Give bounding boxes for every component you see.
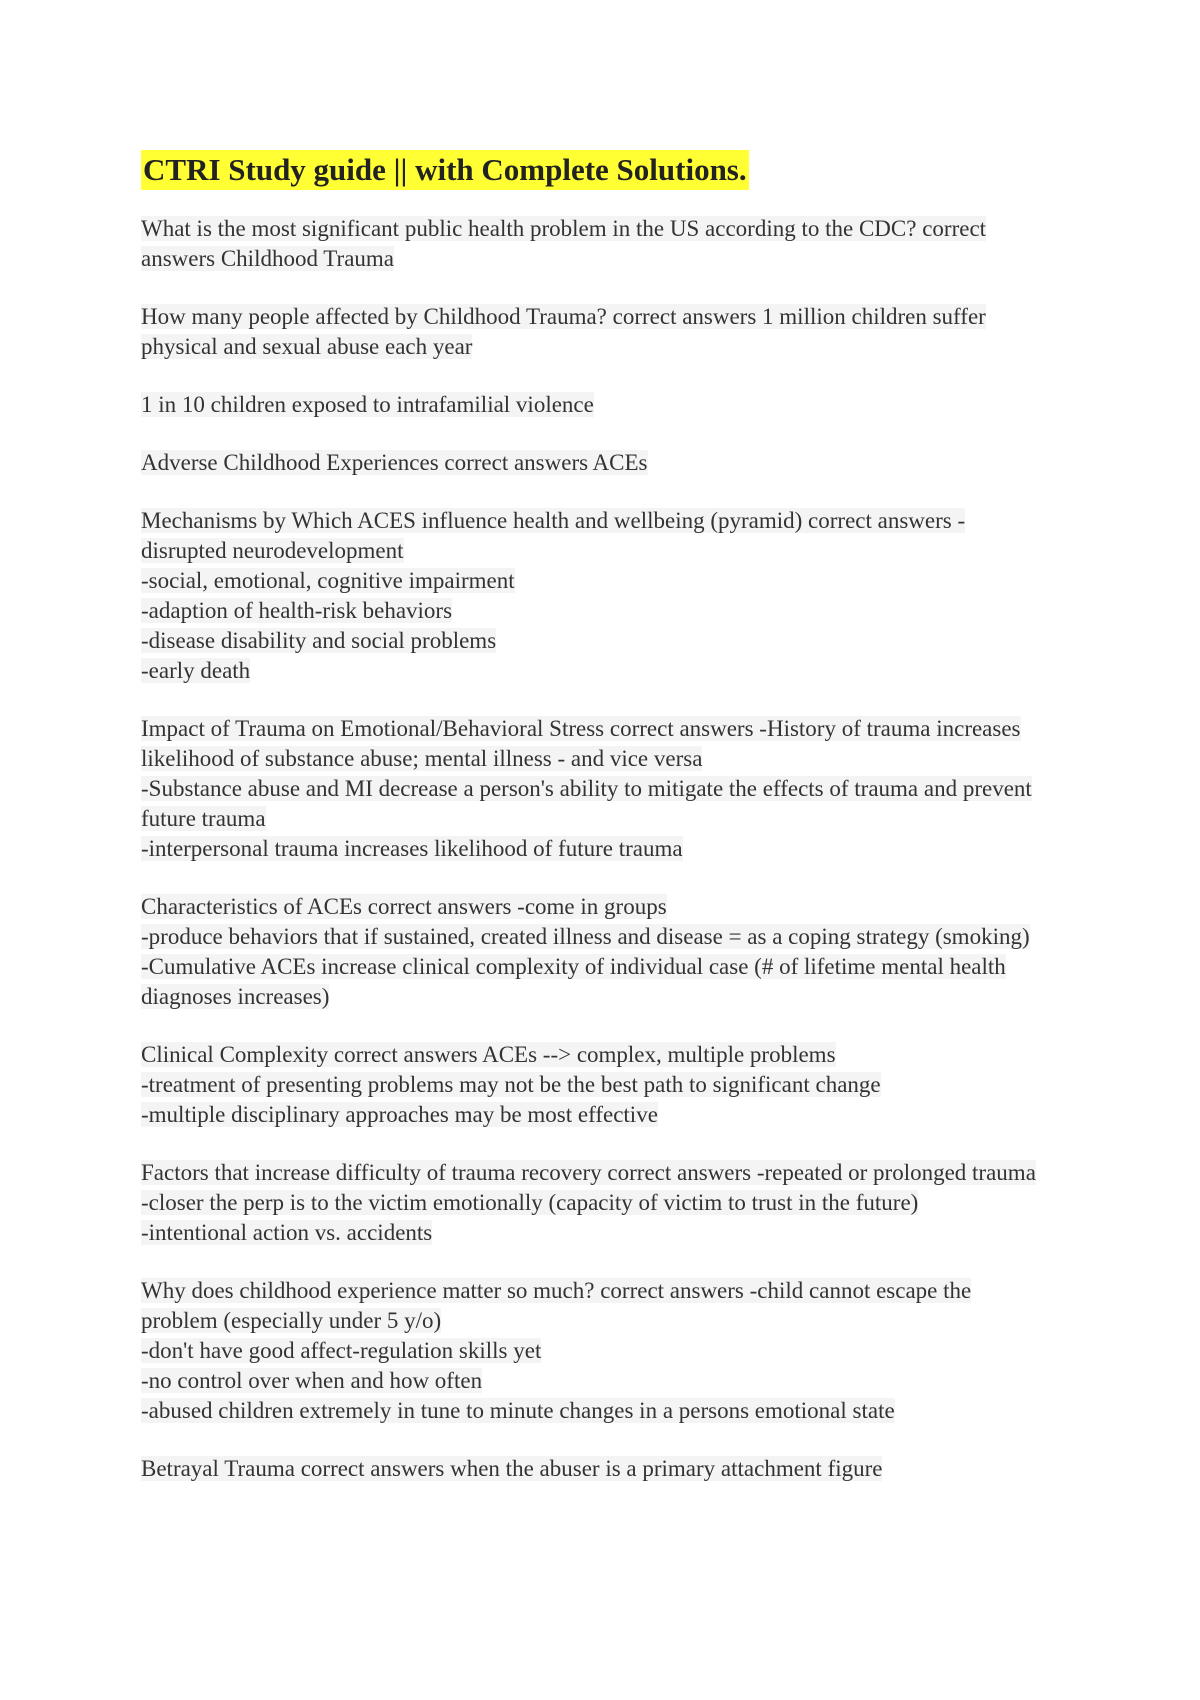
text-line-content: Factors that increase difficulty of trauma recovery correct answers -repeated or prolonged trauma bbox=[141, 1160, 1036, 1185]
text-line-content: How many people affected by Childhood Trauma? correct answers 1 million children suffer bbox=[141, 304, 986, 329]
qa-block bbox=[141, 506, 1071, 686]
text-line-content: Characteristics of ACEs correct answers -come in groups bbox=[141, 894, 667, 919]
text-line bbox=[141, 922, 1071, 952]
text-line bbox=[141, 744, 1071, 774]
text-line bbox=[141, 536, 1071, 566]
text-line bbox=[141, 244, 1071, 274]
text-line-content: diagnoses increases) bbox=[141, 984, 330, 1009]
text-line bbox=[141, 390, 1071, 420]
text-line bbox=[141, 1276, 1071, 1306]
text-line bbox=[141, 1336, 1071, 1366]
text-line-content: -intentional action vs. accidents bbox=[141, 1220, 433, 1245]
text-line bbox=[141, 566, 1071, 596]
qa-block bbox=[141, 390, 1071, 420]
text-line-content: 1 in 10 children exposed to intrafamilial violence bbox=[141, 392, 594, 417]
text-line-content: -don't have good affect-regulation skills yet bbox=[141, 1338, 542, 1363]
text-line bbox=[141, 1158, 1071, 1188]
text-line bbox=[141, 214, 1071, 244]
text-line-content: Mechanisms by Which ACES influence health and wellbeing (pyramid) correct answers - bbox=[141, 508, 966, 533]
text-line-content: -no control over when and how often bbox=[141, 1368, 483, 1393]
text-line-content: -social, emotional, cognitive impairment bbox=[141, 568, 515, 593]
text-line bbox=[141, 804, 1071, 834]
text-line-content: -multiple disciplinary approaches may be most effective bbox=[141, 1102, 658, 1127]
text-line bbox=[141, 1188, 1071, 1218]
document-page bbox=[141, 150, 1071, 1512]
text-line bbox=[141, 834, 1071, 864]
text-line-content: Clinical Complexity correct answers ACEs --> complex, multiple problems bbox=[141, 1042, 836, 1067]
qa-block bbox=[141, 448, 1071, 478]
qa-list bbox=[141, 214, 1071, 1484]
text-line bbox=[141, 1396, 1071, 1426]
text-line bbox=[141, 448, 1071, 478]
text-line bbox=[141, 506, 1071, 536]
text-line bbox=[141, 982, 1071, 1012]
text-line bbox=[141, 1218, 1071, 1248]
text-line-content: disrupted neurodevelopment bbox=[141, 538, 404, 563]
text-line-content: -Substance abuse and MI decrease a person's ability to mitigate the effects of trauma and prevent bbox=[141, 776, 1032, 801]
text-line bbox=[141, 596, 1071, 626]
text-line-content: -Cumulative ACEs increase clinical complexity of individual case (# of lifetime mental health bbox=[141, 954, 1006, 979]
text-line bbox=[141, 1070, 1071, 1100]
text-line-content: problem (especially under 5 y/o) bbox=[141, 1308, 442, 1333]
text-line-content: What is the most significant public health problem in the US according to the CDC? correct bbox=[141, 216, 987, 241]
qa-block bbox=[141, 1276, 1071, 1426]
qa-block bbox=[141, 1454, 1071, 1484]
qa-block bbox=[141, 1158, 1071, 1248]
qa-block bbox=[141, 214, 1071, 274]
qa-block bbox=[141, 1040, 1071, 1130]
text-line-content: -treatment of presenting problems may not be the best path to significant change bbox=[141, 1072, 881, 1097]
text-line-content: -interpersonal trauma increases likelihood of future trauma bbox=[141, 836, 683, 861]
text-line bbox=[141, 656, 1071, 686]
text-line bbox=[141, 952, 1071, 982]
text-line-content: future trauma bbox=[141, 806, 266, 831]
text-line bbox=[141, 1306, 1071, 1336]
text-line bbox=[141, 332, 1071, 362]
qa-block bbox=[141, 892, 1071, 1012]
text-line bbox=[141, 302, 1071, 332]
text-line-content: -closer the perp is to the victim emotionally (capacity of victim to trust in the future) bbox=[141, 1190, 919, 1215]
text-line-content: likelihood of substance abuse; mental illness - and vice versa bbox=[141, 746, 703, 771]
text-line-content: -produce behaviors that if sustained, created illness and disease = as a coping strategy (smoking) bbox=[141, 924, 1030, 949]
text-line-content: Adverse Childhood Experiences correct answers ACEs bbox=[141, 450, 648, 475]
text-line-content: -early death bbox=[141, 658, 251, 683]
text-line-content: -disease disability and social problems bbox=[141, 628, 497, 653]
text-line-content: Why does childhood experience matter so much? correct answers -child cannot escape the bbox=[141, 1278, 972, 1303]
qa-block bbox=[141, 714, 1071, 864]
document-title: CTRI Study guide || with Complete Solutions. bbox=[141, 150, 749, 190]
text-line bbox=[141, 892, 1071, 922]
text-line bbox=[141, 1040, 1071, 1070]
text-line-content: -adaption of health-risk behaviors bbox=[141, 598, 453, 623]
text-line bbox=[141, 1454, 1071, 1484]
text-line bbox=[141, 626, 1071, 656]
text-line-content: answers Childhood Trauma bbox=[141, 246, 394, 271]
text-line-content: -abused children extremely in tune to minute changes in a persons emotional state bbox=[141, 1398, 895, 1423]
qa-block bbox=[141, 302, 1071, 362]
text-line-content: Betrayal Trauma correct answers when the abuser is a primary attachment figure bbox=[141, 1456, 883, 1481]
text-line-content: physical and sexual abuse each year bbox=[141, 334, 473, 359]
text-line bbox=[141, 1366, 1071, 1396]
text-line bbox=[141, 1100, 1071, 1130]
text-line-content: Impact of Trauma on Emotional/Behavioral Stress correct answers -History of trauma increases bbox=[141, 716, 1021, 741]
text-line bbox=[141, 714, 1071, 744]
text-line bbox=[141, 774, 1071, 804]
